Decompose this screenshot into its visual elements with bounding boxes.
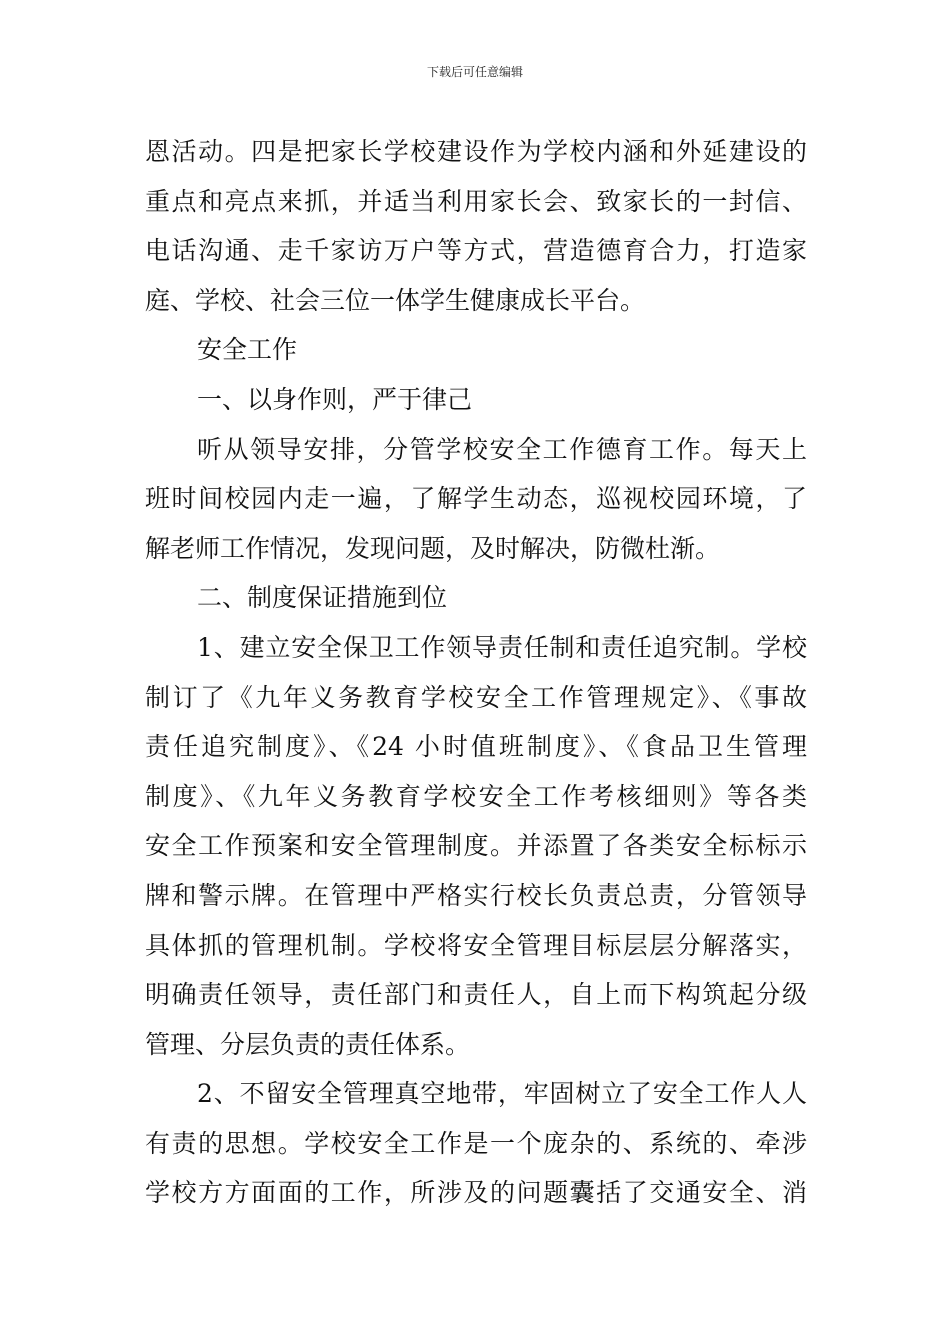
page-header-note: 下载后可任意编辑 bbox=[426, 65, 523, 79]
text-line: 责任追究制度》、《24 小时值班制度》、《食品卫生管理 bbox=[145, 732, 807, 762]
text-line: 解老师工作情况，发现问题，及时解决，防微杜渐。 bbox=[145, 533, 721, 563]
text-line: 管理、分层负责的责任体系。 bbox=[145, 1029, 471, 1059]
text-line: 1、建立安全保卫工作领导责任制和责任追究制。学校 bbox=[197, 632, 807, 662]
text-line: 学校方方面面的工作，所涉及的问题囊括了交通安全、消 bbox=[145, 1178, 807, 1208]
text-line: 重点和亮点来抓，并适当利用家长会、致家长的一封信、 bbox=[145, 186, 807, 216]
text-line: 庭、学校、社会三位一体学生健康成长平台。 bbox=[145, 285, 646, 315]
text-line: 制订了《九年义务教育学校安全工作管理规定》、《事故 bbox=[145, 682, 807, 712]
section-heading: 安全工作 bbox=[197, 335, 298, 365]
text-line: 班时间校园内走一遍，了解学生动态，巡视校园环境，了 bbox=[145, 484, 807, 514]
text-line: 听从领导安排，分管学校安全工作德育工作。每天上 bbox=[197, 434, 807, 464]
subsection-heading: 一、以身作则，严于律己 bbox=[197, 384, 473, 414]
text-line: 有责的思想。学校安全工作是一个庞杂的、系统的、牵涉 bbox=[145, 1128, 807, 1158]
subsection-heading: 二、制度保证措施到位 bbox=[197, 583, 448, 613]
text-line: 具体抓的管理机制。学校将安全管理目标层层分解落实， bbox=[145, 930, 807, 960]
text-line: 电话沟通、走千家访万户等方式，营造德育合力，打造家 bbox=[145, 236, 807, 266]
text-line: 制度》、《九年义务教育学校安全工作考核细则》等各类 bbox=[145, 781, 807, 811]
text-line: 安全工作预案和安全管理制度。并添置了各类安全标标示 bbox=[145, 831, 807, 861]
body-text bbox=[145, 127, 807, 1218]
text-line: 2、不留安全管理真空地带，牢固树立了安全工作人人 bbox=[197, 1079, 807, 1109]
text-line: 牌和警示牌。在管理中严格实行校长负责总责，分管领导 bbox=[145, 880, 807, 910]
text-line: 恩活动。四是把家长学校建设作为学校内涵和外延建设的 bbox=[145, 137, 807, 166]
text-line: 明确责任领导，责任部门和责任人，自上而下构筑起分级 bbox=[145, 980, 807, 1010]
